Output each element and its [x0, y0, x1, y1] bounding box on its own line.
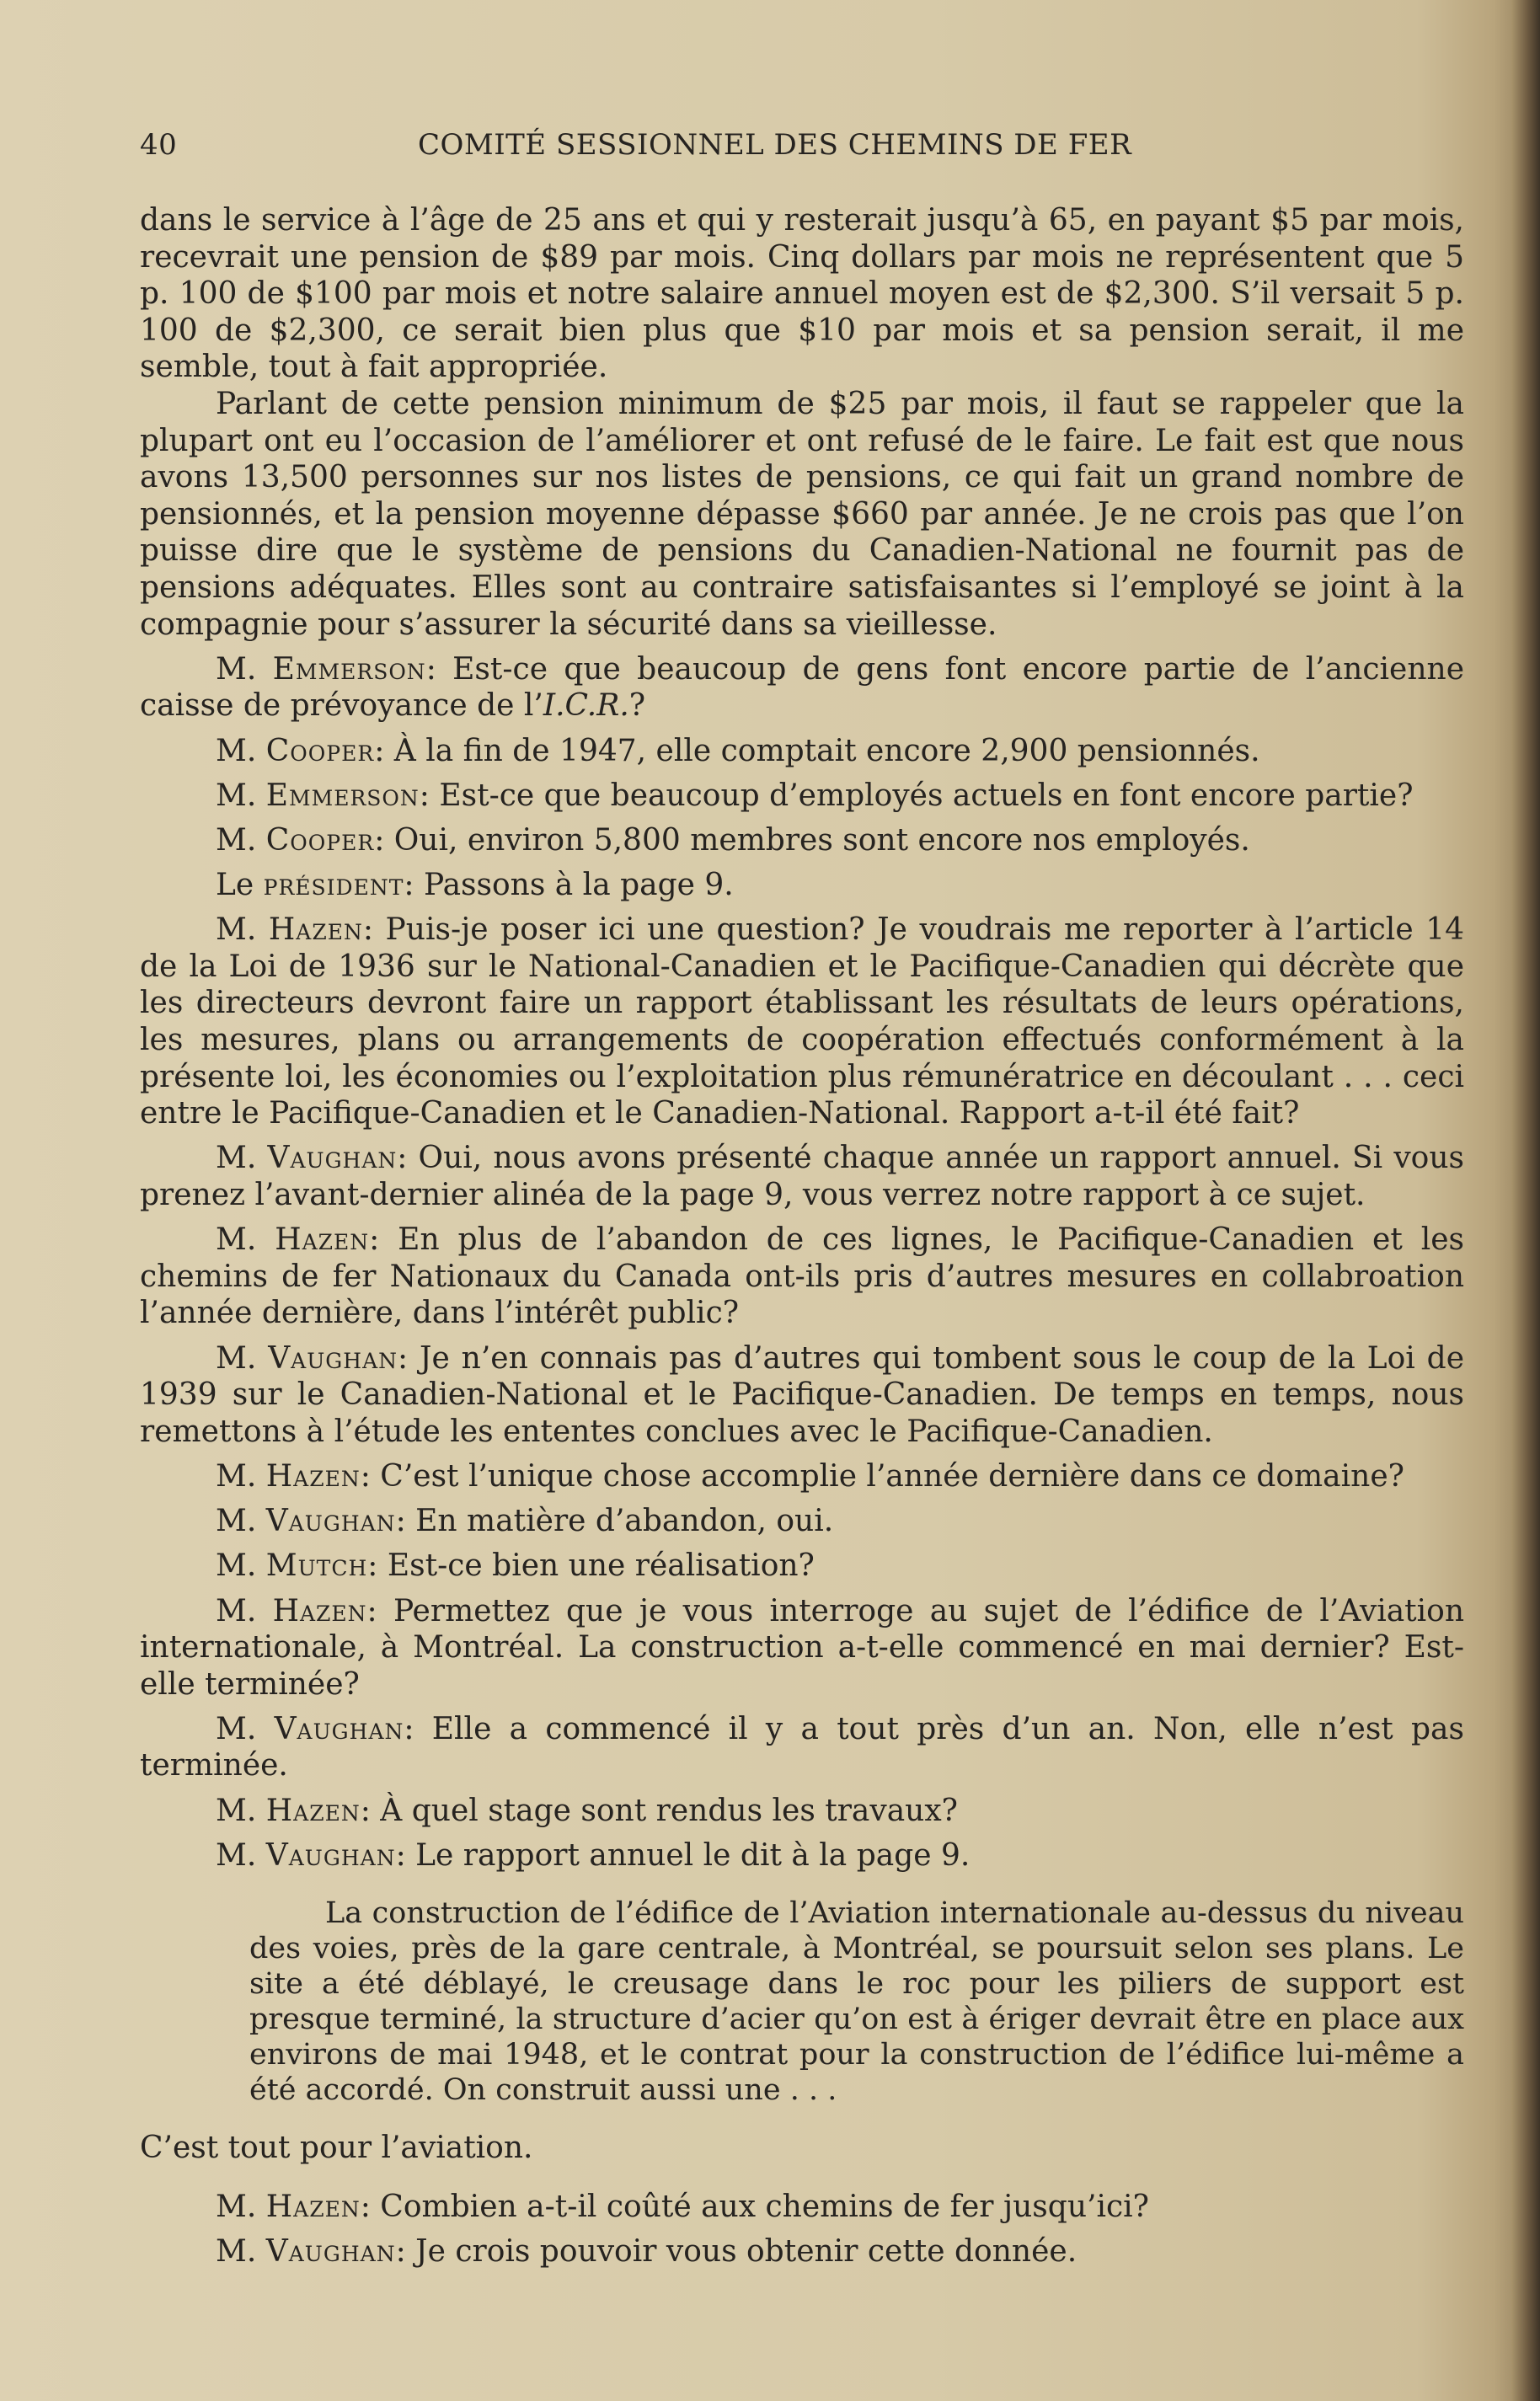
speech-text: : C’est l’unique chose accomplie l’année dernière dans ce domaine?	[360, 1458, 1404, 1494]
speech-text: : Puis-je poser ici une question? Je voudrais me reporter à l’article 14 de la Loi de 1936 sur le National-Canadien et le Pacifique-Canadien qui décrète que les directeurs devront faire un rapport établissant les résultats de leurs opérations, les mesures, plans ou arrangements de coopération effectués conformément à la présente loi, les économies ou l’exploitation plus rémunératrice en découlant . . . ceci entre le Pacifique-Canadien et le Canadien-National. Rapport a-t-il été fait?	[140, 912, 1465, 1131]
dialogue-line	[140, 1793, 1464, 1830]
speaker-name: Emmerson	[272, 651, 426, 687]
dialogue-line	[140, 2189, 1464, 2226]
dialogue-line	[140, 1503, 1464, 1540]
speech-text: : Je n’en connais pas d’autres qui tombent sous le coup de la Loi de 1939 sur le Canadien-National et le Pacifique-Canadien. De temps en temps, nous remettons à l’étude les ententes conclues avec le Pacifique-Canadien.	[140, 1340, 1464, 1449]
dialogue-line	[140, 1140, 1464, 1213]
dialogue-line	[140, 651, 1464, 725]
speech-text: : Oui, nous avons présenté chaque année un rapport annuel. Si vous prenez l’avant-dernier alinéa de la page 9, vous verrez notre rapport à ce sujet.	[140, 1141, 1464, 1212]
dialogue-line	[140, 1593, 1464, 1703]
speech-text: : Oui, environ 5,800 membres sont encore nos employés.	[374, 822, 1250, 858]
dialogue-line	[140, 778, 1464, 815]
speech-text: : En plus de l’abandon de ces lignes, le Pacifique-Canadien et les chemins de fer Nationaux du Canada ont-ils pris d’autres mesures en collabroation l’année dernière, dans l’intérêt public?	[140, 1222, 1464, 1331]
dialogue-line	[140, 822, 1464, 859]
speaker-prefix: M.	[216, 1222, 275, 1258]
speaker-name: Hazen	[268, 912, 363, 948]
dialogue-line	[140, 1548, 1464, 1585]
speech-text: : En matière d’abandon, oui.	[395, 1504, 834, 1539]
speaker-name: Cooper	[265, 822, 375, 858]
speaker-name: Vaughan	[274, 1711, 404, 1746]
speaker-prefix: M.	[216, 1837, 266, 1873]
speech-text: : Est-ce que beaucoup d’employés actuels en font encore partie?	[419, 778, 1414, 813]
dialogue-line	[140, 733, 1464, 770]
speaker-prefix: M.	[216, 1593, 273, 1628]
speaker-prefix: Le	[216, 868, 264, 903]
body-text	[140, 202, 1464, 2278]
paragraph: dans le service à l’âge de 25 ans et qui y resterait jusqu’à 65, en payant $5 par mois, recevrait une pension de $89 par mois. Cinq dollars par mois ne représentent que 5 p. 100 de $100 par mois et notre salaire annuel moyen est de $2,300. S’il versait 5 p. 100 de $2,300, ce serait bien plus que $10 par mois et sa pension serait, il me semble, tout à fait appropriée.	[140, 203, 1464, 385]
running-title: COMITÉ SESSIONNEL DES CHEMINS DE FER	[418, 128, 1132, 162]
speaker-name: Hazen	[272, 1593, 367, 1628]
paragraph: Parlant de cette pension minimum de $25 par mois, il faut se rappeler que la plupart ont eu l’occasion de l’améliorer et ont refusé de le faire. Le fait est que nous avons 13,500 personnes sur nos listes de pensions, ce qui fait un grand nombre de pensionnés, et la pension moyenne dépasse $660 par année. Je ne crois pas que l’on puisse dire que le système de pensions du Canadien-National ne fournit pas de pensions adéquates. Elles sont au contraire satisfaisantes si l’employé se joint à la compagnie pour s’assurer la sécurité dans sa vieillesse.	[140, 386, 1464, 642]
speaker-name: Mutch	[265, 1548, 368, 1584]
speech-text: : À la fin de 1947, elle comptait encore 2,900 pensionnés.	[374, 733, 1260, 768]
speaker-name: Hazen	[275, 1222, 370, 1258]
dialogue-line	[140, 867, 1464, 904]
dialogue-line	[140, 1711, 1464, 1784]
speaker-name: Vaughan	[265, 1504, 396, 1539]
speaker-name: Vaughan	[265, 2234, 396, 2270]
paragraph: C’est tout pour l’aviation.	[140, 2131, 533, 2166]
dialogue-line	[140, 912, 1464, 1132]
speech-text: : Passons à la page 9.	[404, 868, 734, 903]
speaker-name: Vaughan	[268, 1340, 398, 1376]
speaker-prefix: M.	[216, 2234, 266, 2270]
speaker-prefix: M.	[216, 912, 269, 948]
running-header	[140, 128, 1467, 170]
speaker-prefix: M.	[216, 1711, 275, 1746]
quoted-report: La construction de l’édifice de l’Aviation internationale au-dessus du niveau des voies, près de la gare centrale, à Montréal, se poursuit selon ses plans. Le site a été déblayé, le creusage dans le roc pour les piliers de support est presque terminé, la structure d’acier qu’on est à ériger devrait être en place aux environs de mai 1948, et le contrat pour la construction de l’édifice lui-même a été accordé. On construit aussi une . . .	[249, 1896, 1464, 2108]
speech-text: : Le rapport annuel le dit à la page 9.	[395, 1837, 971, 1873]
dialogue-line	[140, 1837, 1464, 1874]
dialogue-line	[140, 1340, 1464, 1451]
dialogue-line	[140, 2233, 1464, 2270]
italic-abbreviation: I.C.R.	[543, 688, 629, 724]
speaker-name: Emmerson	[265, 778, 420, 813]
speaker-prefix: M.	[216, 1504, 266, 1539]
speaker-name: Hazen	[265, 2190, 361, 2225]
speaker-prefix: M.	[216, 1793, 266, 1828]
speech-text: : À quel stage sont rendus les travaux?	[360, 1793, 958, 1828]
speech-text: : Combien a-t-il coûté aux chemins de fer jusqu’ici?	[360, 2190, 1149, 2225]
speaker-name: Vaughan	[267, 1141, 398, 1176]
speech-text: : Permettez que je vous interroge au sujet de l’édifice de l’Aviation internationale, à Montréal. La construction a-t-elle commencé en mai dernier? Est-elle terminée?	[140, 1593, 1465, 1702]
speaker-prefix: M.	[216, 1141, 268, 1176]
speaker-prefix: M.	[216, 733, 266, 768]
speaker-prefix: M.	[216, 1340, 269, 1376]
speech-text: : Est-ce que beaucoup de gens font encore partie de l’ancienne caisse de prévoyance de l’	[140, 651, 1464, 724]
speaker-name: Hazen	[265, 1793, 361, 1828]
speaker-prefix: M.	[216, 1458, 266, 1494]
speaker-prefix: M.	[216, 822, 266, 858]
dialogue-line	[140, 1222, 1464, 1332]
speaker-name: président	[263, 868, 404, 903]
dialogue-section	[140, 651, 1464, 1874]
dialogue-section	[140, 2189, 1464, 2270]
speaker-prefix: M.	[216, 2190, 266, 2225]
speaker-prefix: M.	[216, 778, 266, 813]
speaker-prefix: M.	[216, 1548, 266, 1584]
speech-text: ?	[628, 688, 646, 724]
speaker-prefix: M.	[216, 651, 273, 687]
speaker-name: Cooper	[265, 733, 375, 768]
book-spine-shadow	[1511, 0, 1540, 2401]
speech-text: : Est-ce bien une réalisation?	[367, 1548, 815, 1584]
speaker-name: Hazen	[265, 1458, 361, 1494]
speech-text: : Je crois pouvoir vous obtenir cette donnée.	[395, 2234, 1077, 2270]
page-number: 40	[140, 128, 178, 162]
speech-text: : Elle a commencé il y a tout près d’un an. Non, elle n’est pas terminée.	[140, 1711, 1464, 1783]
dialogue-line	[140, 1458, 1464, 1495]
speaker-name: Vaughan	[265, 1837, 396, 1873]
